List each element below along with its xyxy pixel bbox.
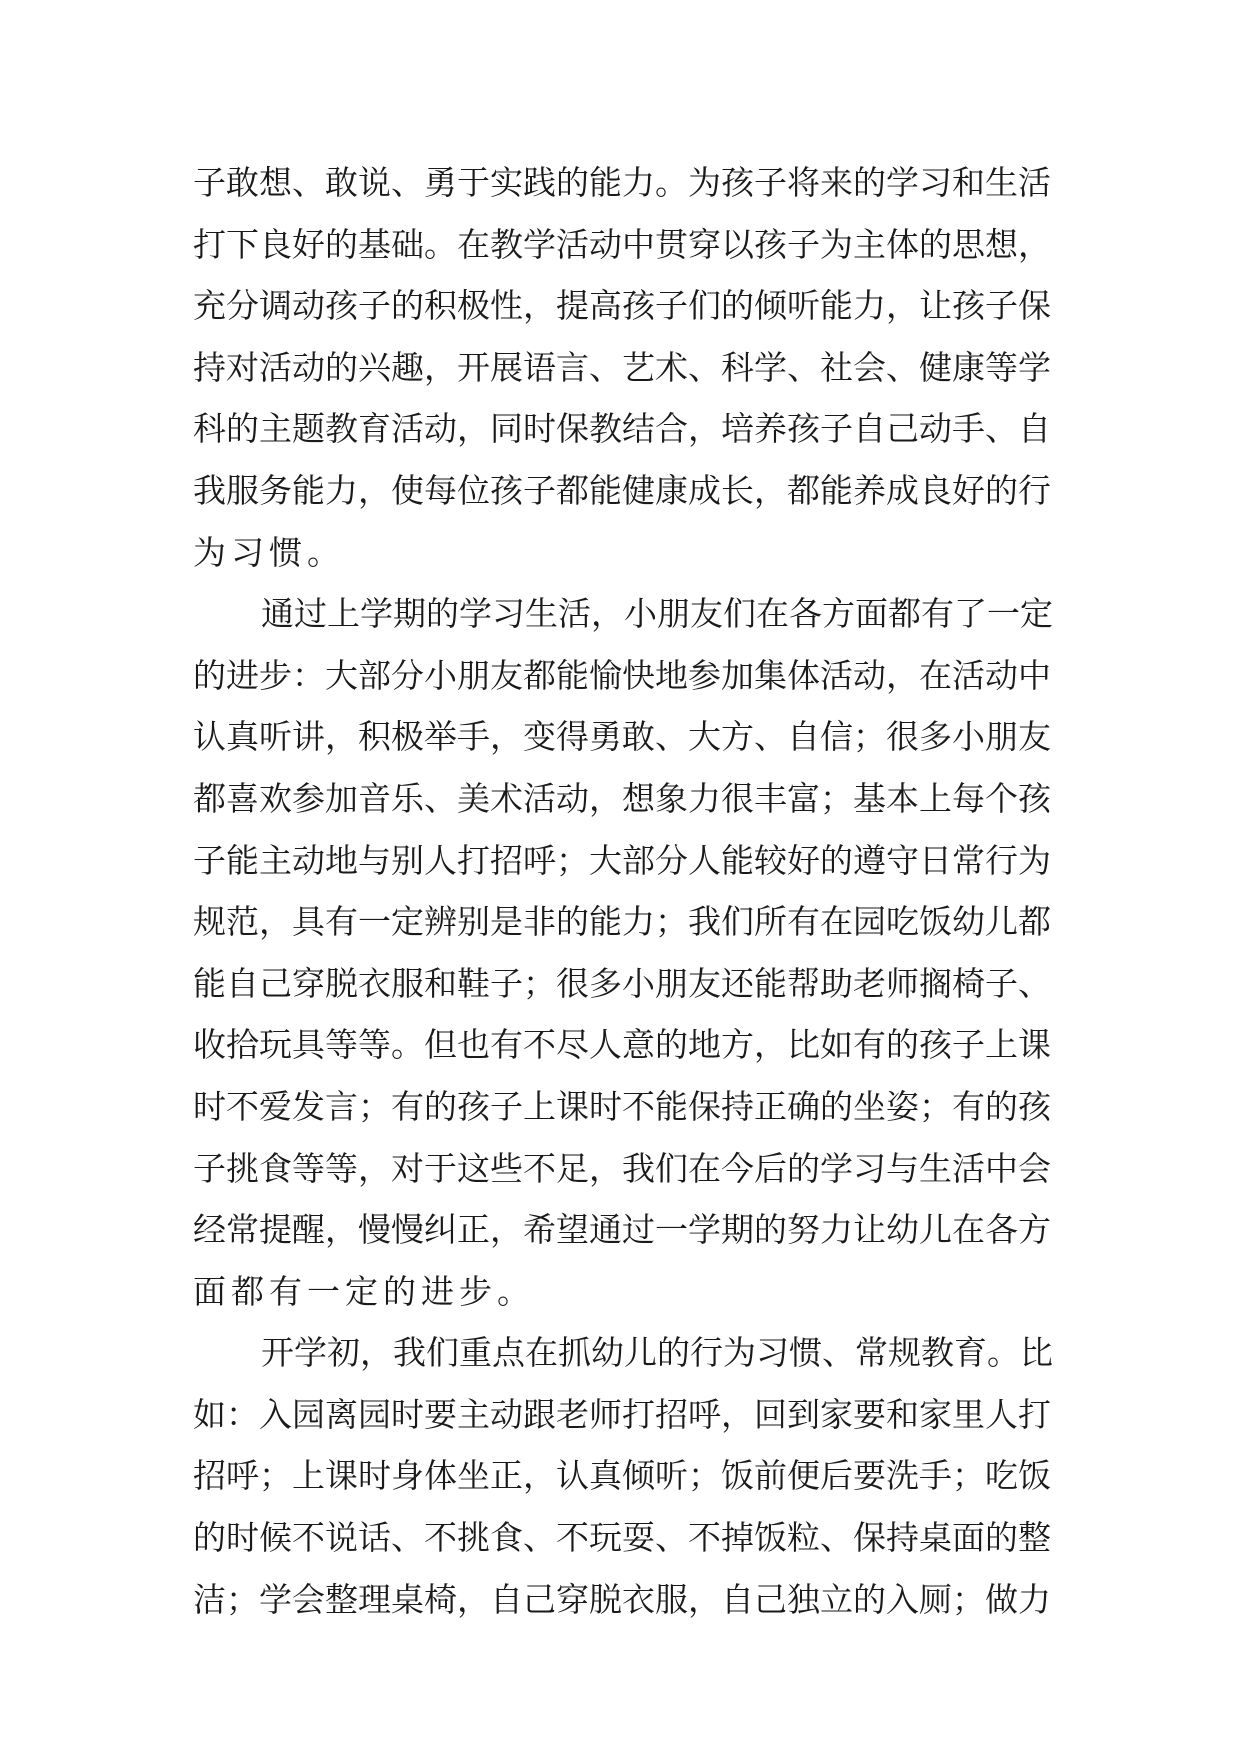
text-line: 认真听讲，积极举手，变得勇敢、大方、自信；很多小朋友 [193,717,1051,757]
text-line: 招呼；上课时身体坐正，认真倾听；饭前便后要洗手；吃饭 [193,1456,1051,1496]
text-line: 都喜欢参加音乐、美术活动，想象力很丰富；基本上每个孩 [193,778,1051,818]
text-line: 子挑食等等，对于这些不足，我们在今后的学习与生活中会 [193,1148,1051,1188]
text-line: 我服务能力，使每位孩子都能健康成长，都能养成良好的行 [193,470,1051,510]
text-line: 打下良好的基础。在教学活动中贯穿以孩子为主体的思想， [193,224,1051,264]
text-line: 时不爱发言；有的孩子上课时不能保持正确的坐姿；有的孩 [193,1086,1051,1126]
text-line: 的时候不说话、不挑食、不玩耍、不掉饭粒、保持桌面的整 [193,1518,1051,1558]
body-text [193,152,1053,1630]
paragraph-first-line: 开学初，我们重点在抓幼儿的行为习惯、常规教育。比 [261,1333,1053,1373]
paragraph-first-line: 通过上学期的学习生活，小朋友们在各方面都有了一定 [261,594,1053,634]
text-line: 规范，具有一定辨别是非的能力；我们所有在园吃饭幼儿都 [193,902,1051,942]
text-line: 洁；学会整理桌椅，自己穿脱衣服，自己独立的入厕；做力 [193,1579,1051,1619]
text-line: 如：入园离园时要主动跟老师打招呼，回到家要和家里人打 [193,1394,1051,1434]
text-line: 充分调动孩子的积极性，提高孩子们的倾听能力，让孩子保 [193,286,1051,326]
text-line: 持对活动的兴趣，开展语言、艺术、科学、社会、健康等学 [193,347,1051,387]
text-line: 子能主动地与别人打招呼；大部分人能较好的遵守日常行为 [193,840,1051,880]
text-line: 为习惯。 [193,532,345,572]
text-line: 科的主题教育活动，同时保教结合，培养孩子自己动手、自 [193,409,1051,449]
text-line: 能自己穿脱衣服和鞋子；很多小朋友还能帮助老师搁椅子、 [193,963,1051,1003]
text-line: 面都有一定的进步。 [193,1271,535,1311]
text-line: 的进步：大部分小朋友都能愉快地参加集体活动，在活动中 [193,655,1051,695]
text-line: 子敢想、敢说、勇于实践的能力。为孩子将来的学习和生活 [193,163,1051,202]
text-line: 收拾玩具等等。但也有不尽人意的地方，比如有的孩子上课 [193,1025,1051,1065]
text-line: 经常提醒，慢慢纠正，希望通过一学期的努力让幼儿在各方 [193,1210,1051,1250]
